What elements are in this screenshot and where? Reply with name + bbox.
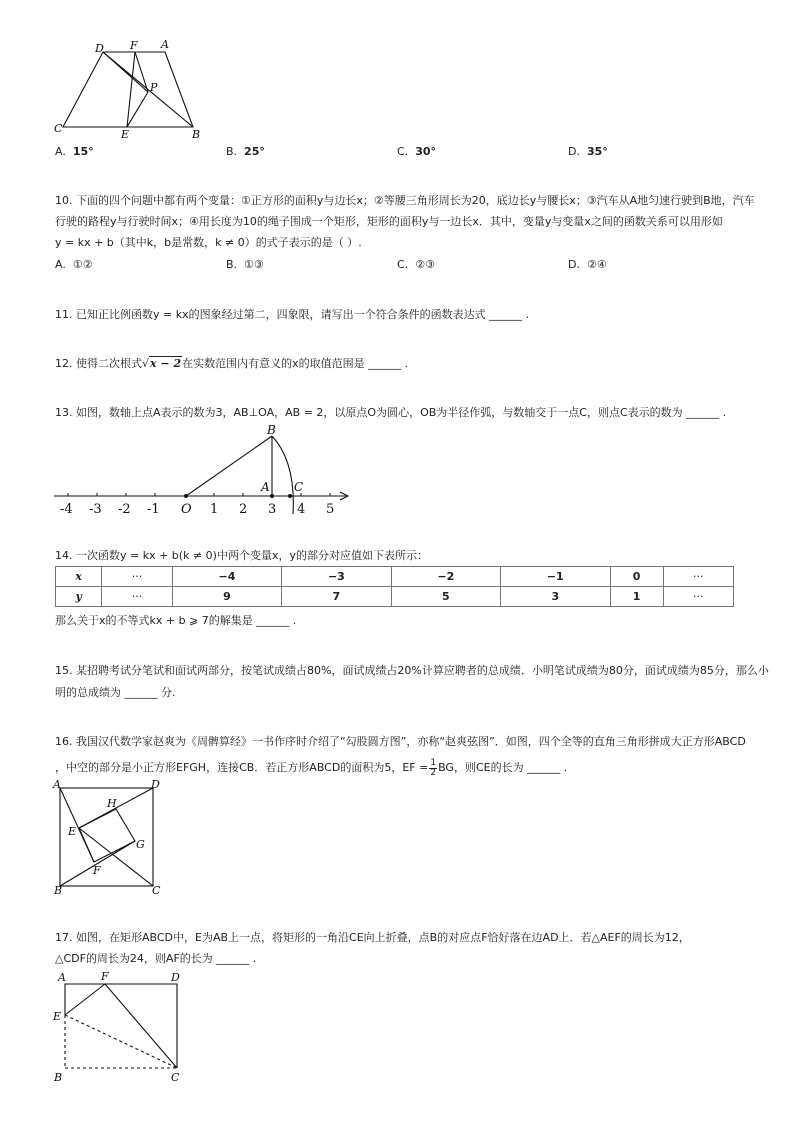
q14-value-table	[55, 566, 734, 607]
q16-label-B: B	[54, 884, 63, 896]
q10-option-a[interactable]: A. ①②	[55, 258, 93, 271]
q17-label-A: A	[58, 971, 66, 984]
q9-label-P: P	[150, 81, 158, 94]
q16-label-E: E	[68, 825, 77, 838]
table-cell: y	[56, 587, 102, 607]
table-cell: ···	[663, 567, 733, 587]
q17-rectangle-top-right	[65, 984, 177, 1068]
q16-label-A: A	[53, 778, 61, 791]
q9-option-a[interactable]: A. 15°	[55, 145, 94, 158]
table-cell: −3	[282, 567, 391, 587]
q17-segment-EC	[65, 1015, 177, 1068]
q13-point-A	[270, 494, 274, 498]
q13-text: 13. 如图，数轴上点A表示的数为3，AB⊥OA，AB = 2，以原点O为圆心，OB为半径作弧，与数轴交于一点C，则点C表示的数为 ______ .	[55, 406, 727, 419]
table-cell: 1	[610, 587, 663, 607]
table-cell: 0	[610, 567, 663, 587]
q9-label-E: E	[121, 128, 130, 141]
q9-option-b[interactable]: B. 25°	[226, 145, 265, 158]
table-row	[56, 587, 734, 607]
q13-number-line-figure	[50, 422, 360, 518]
q16-figure	[50, 778, 168, 896]
q13-tick--3: -3	[89, 502, 102, 517]
q9-label-A: A	[161, 38, 169, 51]
q17-label-D: D	[171, 971, 180, 984]
table-cell: 3	[501, 587, 610, 607]
q17-label-E: E	[53, 1010, 62, 1023]
q13-label-A: A	[261, 480, 270, 494]
q10-option-c[interactable]: C. ②③	[397, 258, 435, 271]
q9-option-c[interactable]: C. 30°	[397, 145, 436, 158]
table-cell: x	[56, 567, 102, 587]
q13-label-B: B	[267, 423, 276, 437]
q17-segment-EF	[65, 984, 105, 1015]
q16-label-C: C	[152, 884, 161, 896]
q13-tick--2: -2	[118, 502, 131, 517]
q13-point-C	[288, 494, 292, 498]
table-cell: −4	[172, 567, 281, 587]
q9-figure	[50, 36, 210, 144]
q15-line-2: 明的总成绩为 ______ 分.	[55, 686, 176, 699]
q16-label-F: F	[93, 864, 101, 877]
q9-label-C: C	[54, 122, 63, 135]
table-cell: −2	[391, 567, 500, 587]
table-cell: ···	[102, 587, 172, 607]
table-row	[56, 567, 734, 587]
q13-segment-OB	[186, 436, 272, 496]
q13-tick--4: -4	[60, 502, 73, 517]
table-cell: ···	[102, 567, 172, 587]
q16-line-1: 16. 我国汉代数学家赵爽为《周髀算经》一书作序时介绍了“勾股圆方图”，亦称“赵爽弦图”．如图，四个全等的直角三角形拼成大正方形ABCD	[55, 735, 746, 748]
q13-tick-4: 4	[297, 502, 306, 517]
q13-label-C: C	[294, 480, 304, 494]
q10-option-d[interactable]: D. ②④	[568, 258, 607, 271]
q14-text: 14. 一次函数y = kx + b(k ≠ 0)中两个变量x，y的部分对应值如下表所示：	[55, 549, 428, 562]
table-cell: ···	[663, 587, 733, 607]
q16-segment-CE	[79, 828, 153, 886]
q16-label-H: H	[107, 797, 117, 810]
q13-tick-5: 5	[326, 502, 335, 517]
q13-tick--1: -1	[147, 502, 160, 517]
q10-line-1: 10. 下面的四个问题中都有两个变量：①正方形的面积y与边长x；②等腰三角形周长为20，底边长y与腰长x；③汽车从A地匀速行驶到B地，汽车	[55, 194, 755, 207]
q9-label-B: B	[192, 128, 201, 141]
q17-line-1: 17. 如图，在矩形ABCD中，E为AB上一点，将矩形的一角沿CE向上折叠，点B的对应点F恰好落在边AD上．若△AEF的周长为12，	[55, 931, 690, 944]
q17-line-2: △CDF的周长为24，则AF的长为 ______ .	[55, 952, 257, 965]
q16-label-G: G	[136, 838, 145, 851]
q12-radicand: x − 2	[150, 357, 182, 370]
q11-text: 11. 已知正比例函数y = kx的图象经过第二，四象限，请写出一个符合条件的函数表达式 ______ .	[55, 308, 530, 321]
q10-line-2: 行驶的路程y与行驶时间x；④用长度为10的绳子围成一个矩形，矩形的面积y与一边长x．其中，变量y与变量x之间的函数关系可以用形如	[55, 215, 723, 228]
q17-segment-FC	[105, 984, 177, 1068]
q16-line-2: ，中空的部分是小正方形EFGH，连接CB．若正方形ABCD的面积为5，EF = $\frac{1}{2}$ BG，则CE的长为 ______ .	[55, 757, 568, 778]
q13-tick-1: 1	[210, 502, 219, 517]
table-cell: 7	[282, 587, 391, 607]
q15-line-1: 15. 某招聘考试分笔试和面试两部分，按笔试成绩占80%，面试成绩占20%计算应聘者的总成绩．小明笔试成绩为80分，面试成绩为85分，那么小	[55, 664, 769, 677]
q16-fraction: $\frac{1}{2}$	[430, 757, 437, 778]
table-cell: 9	[172, 587, 281, 607]
q13-tick-O: O	[181, 502, 192, 517]
table-cell: 5	[391, 587, 500, 607]
q9-label-D: D	[95, 42, 104, 55]
q13-tick-3: 3	[268, 502, 277, 517]
table-cell: −1	[501, 567, 610, 587]
q17-label-F: F	[101, 970, 109, 983]
q10-option-b[interactable]: B. ①③	[226, 258, 264, 271]
q9-label-F: F	[130, 39, 138, 52]
q17-label-B: B	[54, 1071, 63, 1084]
q10-line-3: y = kx + b（其中k，b是常数，k ≠ 0）的式子表示的是（ ）.	[55, 236, 362, 249]
q12-text: 12. 使得二次根式√x − 2在实数范围内有意义的x的取值范围是 ______ .	[55, 357, 409, 370]
q17-figure	[50, 968, 190, 1088]
q16-square-EFGH	[79, 809, 135, 862]
q16-label-D: D	[151, 778, 160, 791]
q14-after-text: 那么关于x的不等式kx + b ⩾ 7的解集是 ______ .	[55, 614, 297, 627]
q9-option-d[interactable]: D. 35°	[568, 145, 608, 158]
q17-label-C: C	[171, 1071, 180, 1084]
q13-tick-2: 2	[239, 502, 248, 517]
q13-point-O	[184, 494, 188, 498]
